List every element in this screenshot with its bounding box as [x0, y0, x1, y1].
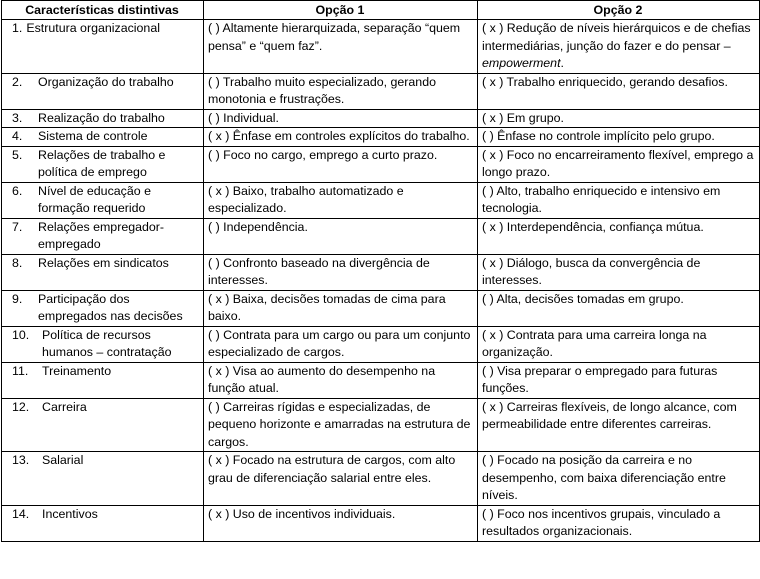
row-number: 8. [12, 255, 23, 270]
table-row [2, 326, 760, 362]
row-label: Relações em sindicatos [38, 255, 169, 270]
table-row [2, 146, 760, 182]
row-label-cell [2, 128, 204, 147]
table-row [2, 254, 760, 290]
row-label: Treinamento [42, 363, 112, 378]
table-row [2, 398, 760, 452]
row-number: 6. [12, 183, 23, 198]
option-2-cell: ( x ) Interdependência, confiança mútua. [478, 218, 760, 254]
option-1-cell: ( x ) Baixo, trabalho automatizado e especializado. [204, 182, 478, 218]
row-number: 7. [12, 219, 23, 234]
option-2-cell: ( x ) Em grupo. [478, 109, 760, 128]
header-option-2: Opção 2 [478, 1, 760, 20]
row-number: 9. [12, 291, 23, 306]
table-row [2, 452, 760, 506]
row-label: Sistema de controle [38, 129, 148, 143]
option-2-cell: ( x ) Trabalho enriquecido, gerando desafios. [478, 73, 760, 109]
option-2-cell: ( x ) Foco no encarreiramento flexível, emprego a longo prazo. [478, 146, 760, 182]
option-1-cell: ( x ) Uso de incentivos individuais. [204, 505, 478, 541]
row-label-cell [2, 452, 204, 506]
option-1-cell: ( ) Contrata para um cargo ou para um conjunto especializado de cargos. [204, 326, 478, 362]
table-row [2, 290, 760, 326]
row-label-cell [2, 20, 204, 74]
row-label-cell [2, 362, 204, 398]
row-number: 2. [12, 74, 23, 89]
row-number: 1. [12, 21, 23, 35]
option-2-emphasis: empowerment [482, 56, 561, 70]
row-label-cell [2, 146, 204, 182]
table-row [2, 109, 760, 128]
row-label-cell [2, 326, 204, 362]
row-number: 14. [12, 506, 30, 521]
option-1-cell: ( x ) Baixa, decisões tomadas de cima para baixo. [204, 290, 478, 326]
option-1-cell: ( x ) Focado na estrutura de cargos, com alto grau de diferenciação salarial entre eles. [204, 452, 478, 506]
option-2-cell: ( ) Foco nos incentivos grupais, vinculado a resultados organizacionais. [478, 505, 760, 541]
option-1-cell: ( ) Confronto baseado na divergência de interesses. [204, 254, 478, 290]
row-label-cell [2, 182, 204, 218]
row-label-cell [2, 218, 204, 254]
row-label: Participação dos empregados nas decisões [38, 291, 183, 323]
row-label: Realização do trabalho [38, 110, 165, 125]
row-label: Salarial [42, 453, 84, 467]
row-number: 3. [12, 110, 23, 125]
row-label-cell [2, 398, 204, 452]
table-header-row [2, 1, 760, 20]
header-characteristics: Características distintivas [2, 1, 204, 20]
option-2-cell: ( x ) Carreiras flexíveis, de longo alcance, com permeabilidade entre diferentes carreiras. [478, 398, 760, 452]
row-label: Estrutura organizacional [26, 21, 160, 35]
comparison-table [1, 0, 760, 542]
row-label: Relações de trabalho e política de emprego [38, 147, 166, 179]
option-2-cell: ( x ) Contrata para uma carreira longa na organização. [478, 326, 760, 362]
option-1-cell: ( ) Altamente hierarquizada, separação “quem pensa” e “quem faz”. [204, 20, 478, 74]
row-label: Política de recursos humanos – contratação [42, 327, 172, 359]
option-1-cell: ( x ) Visa ao aumento do desempenho na função atual. [204, 362, 478, 398]
table-row [2, 182, 760, 218]
option-1-cell: ( ) Independência. [204, 218, 478, 254]
row-label: Incentivos [42, 506, 98, 521]
option-2-cell: ( ) Alta, decisões tomadas em grupo. [478, 290, 760, 326]
option-2-cell [478, 20, 760, 74]
header-option-1: Opção 1 [204, 1, 478, 20]
row-label: Carreira [42, 399, 87, 414]
row-label-cell [2, 73, 204, 109]
option-1-cell: ( ) Foco no cargo, emprego a curto prazo. [204, 146, 478, 182]
option-2-end: . [560, 56, 564, 70]
row-number: 12. [12, 399, 30, 414]
row-label: Relações empregador-empregado [38, 219, 165, 251]
row-label: Organização do trabalho [38, 74, 174, 89]
option-2-cell: ( ) Alto, trabalho enriquecido e intensivo em tecnologia. [478, 182, 760, 218]
table-row [2, 505, 760, 541]
option-2-cell: ( ) Ênfase no controle implícito pelo grupo. [478, 128, 760, 147]
row-label-cell [2, 109, 204, 128]
option-1-cell: ( x ) Ênfase em controles explícitos do trabalho. [204, 128, 478, 147]
table-row [2, 218, 760, 254]
option-2-cell: ( x ) Diálogo, busca da convergência de interesses. [478, 254, 760, 290]
row-number: 4. [12, 129, 23, 143]
option-2-cell: ( ) Visa preparar o empregado para futuras funções. [478, 362, 760, 398]
option-2-cell: ( ) Focado na posição da carreira e no desempenho, com baixa diferenciação entre níveis. [478, 452, 760, 506]
table-row [2, 20, 760, 74]
option-1-cell: ( ) Trabalho muito especializado, gerando monotonia e frustrações. [204, 73, 478, 109]
option-2-text: ( x ) Redução de níveis hierárquicos e de chefias intermediárias, junção do fazer e do pensar – [482, 21, 751, 53]
table-row [2, 128, 760, 147]
row-number: 5. [12, 147, 23, 162]
row-label-cell [2, 505, 204, 541]
row-label-cell [2, 254, 204, 290]
row-number: 13. [12, 453, 30, 467]
row-label-cell [2, 290, 204, 326]
row-number: 10. [12, 327, 30, 342]
option-1-cell: ( ) Individual. [204, 109, 478, 128]
option-1-cell: ( ) Carreiras rígidas e especializadas, de pequeno horizonte e amarradas na estrutura de cargos. [204, 398, 478, 452]
table-row [2, 362, 760, 398]
row-label: Nível de educação e formação requerido [38, 183, 151, 215]
table-row [2, 73, 760, 109]
comparison-table-wrapper [1, 0, 759, 542]
row-number: 11. [12, 363, 29, 378]
